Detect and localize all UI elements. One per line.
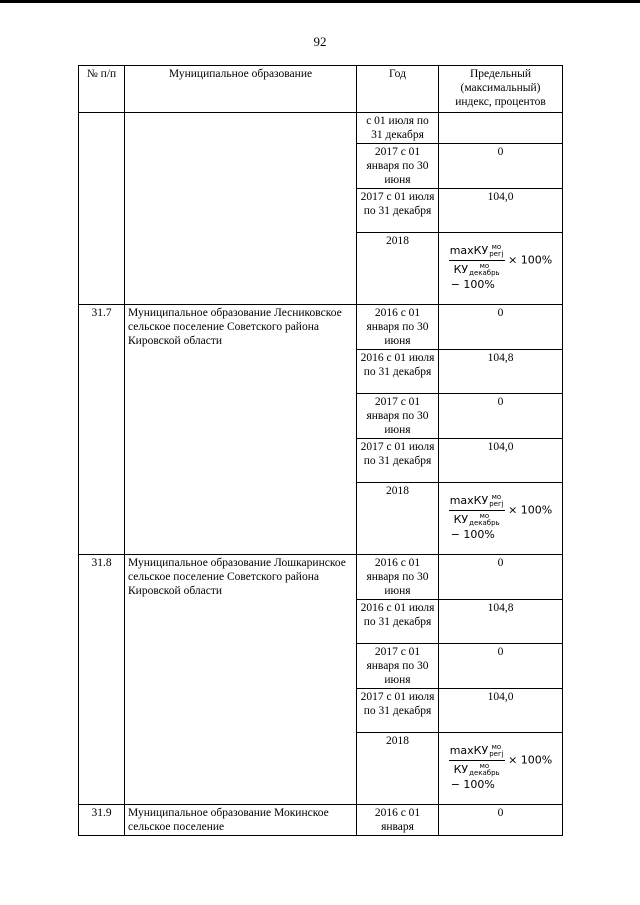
formula-max: maxКУ [449,494,489,507]
index-value [439,113,563,144]
year-cell: 2016 с 01 января [357,805,439,836]
header-index: Предельный (максимальный) индекс, процентов [439,66,563,113]
row-number: 31.9 [79,805,125,836]
tariff-index-table [78,65,563,836]
index-value: 104,8 [439,350,563,394]
formula-times: × 100% [508,753,553,767]
formula-den: КУ [453,763,469,776]
header-no: № п/п [79,66,125,113]
top-rule [0,0,640,3]
table-row [79,113,563,144]
index-formula [449,744,553,791]
table-row [79,555,563,600]
index-value: 104,0 [439,189,563,233]
table-row [79,805,563,836]
index-value: 0 [439,805,563,836]
formula-sub: регj [489,500,504,508]
header-row [79,66,563,113]
year-cell: 2016 с 01 июля по 31 декабря [357,600,439,644]
formula-sub: регj [489,250,504,258]
year-cell: 2017 с 01 июля по 31 декабря [357,689,439,733]
index-value: 0 [439,644,563,689]
formula-minus: − 100% [450,528,495,541]
year-cell: 2018 [357,483,439,555]
formula-den-sup: мо [479,262,490,270]
formula-den-sub: декабрь [469,269,500,277]
index-value: 104,0 [439,689,563,733]
index-formula-cell [439,483,563,555]
formula-den-sup: мо [479,512,490,520]
formula-times: × 100% [508,253,553,267]
index-formula-cell [439,233,563,305]
formula-sup: мо [491,243,502,251]
year-cell: 2017 с 01 января по 30 июня [357,394,439,439]
page-number: 92 [313,34,327,49]
formula-den-sup: мо [479,762,490,770]
formula-times: × 100% [508,503,553,517]
table-row [79,305,563,350]
year-cell: 2017 с 01 июля по 31 декабря [357,189,439,233]
year-cell: 2016 с 01 июля по 31 декабря [357,350,439,394]
header-name: Муниципальное образование [125,66,357,113]
year-cell: 2018 [357,733,439,805]
formula-den-sub: декабрь [469,519,500,527]
formula-sup: мо [491,743,502,751]
formula-den: КУ [453,513,469,526]
year-cell: с 01 июля по 31 декабря [357,113,439,144]
row-number-cell [79,113,125,305]
year-cell: 2016 с 01 января по 30 июня [357,305,439,350]
index-formula [449,494,553,541]
year-cell: 2016 с 01 января по 30 июня [357,555,439,600]
year-cell: 2017 с 01 января по 30 июня [357,644,439,689]
municipality-cell [125,113,357,305]
row-number: 31.7 [79,305,125,555]
header-year: Год [357,66,439,113]
index-value: 0 [439,394,563,439]
index-value: 0 [439,305,563,350]
formula-minus: − 100% [450,278,495,291]
year-cell: 2018 [357,233,439,305]
row-number: 31.8 [79,555,125,805]
formula-max: maxКУ [449,244,489,257]
municipality-name: Муниципальное образование Лесниковское сельское поселение Советского района Кировской области [125,305,357,555]
municipality-name: Муниципальное образование Лошкаринское сельское поселение Советского района Кировской области [125,555,357,805]
index-formula [449,244,553,291]
year-cell: 2017 с 01 января по 30 июня [357,144,439,189]
formula-den-sub: декабрь [469,769,500,777]
formula-sup: мо [491,493,502,501]
index-value: 0 [439,555,563,600]
year-cell: 2017 с 01 июля по 31 декабря [357,439,439,483]
formula-den: КУ [453,263,469,276]
formula-max: maxКУ [449,744,489,757]
index-value: 104,0 [439,439,563,483]
formula-minus: − 100% [450,778,495,791]
index-formula-cell [439,733,563,805]
index-value: 104,8 [439,600,563,644]
index-value: 0 [439,144,563,189]
formula-sub: регj [489,750,504,758]
municipality-name: Муниципальное образование Мокинское сельское поселение [125,805,357,836]
